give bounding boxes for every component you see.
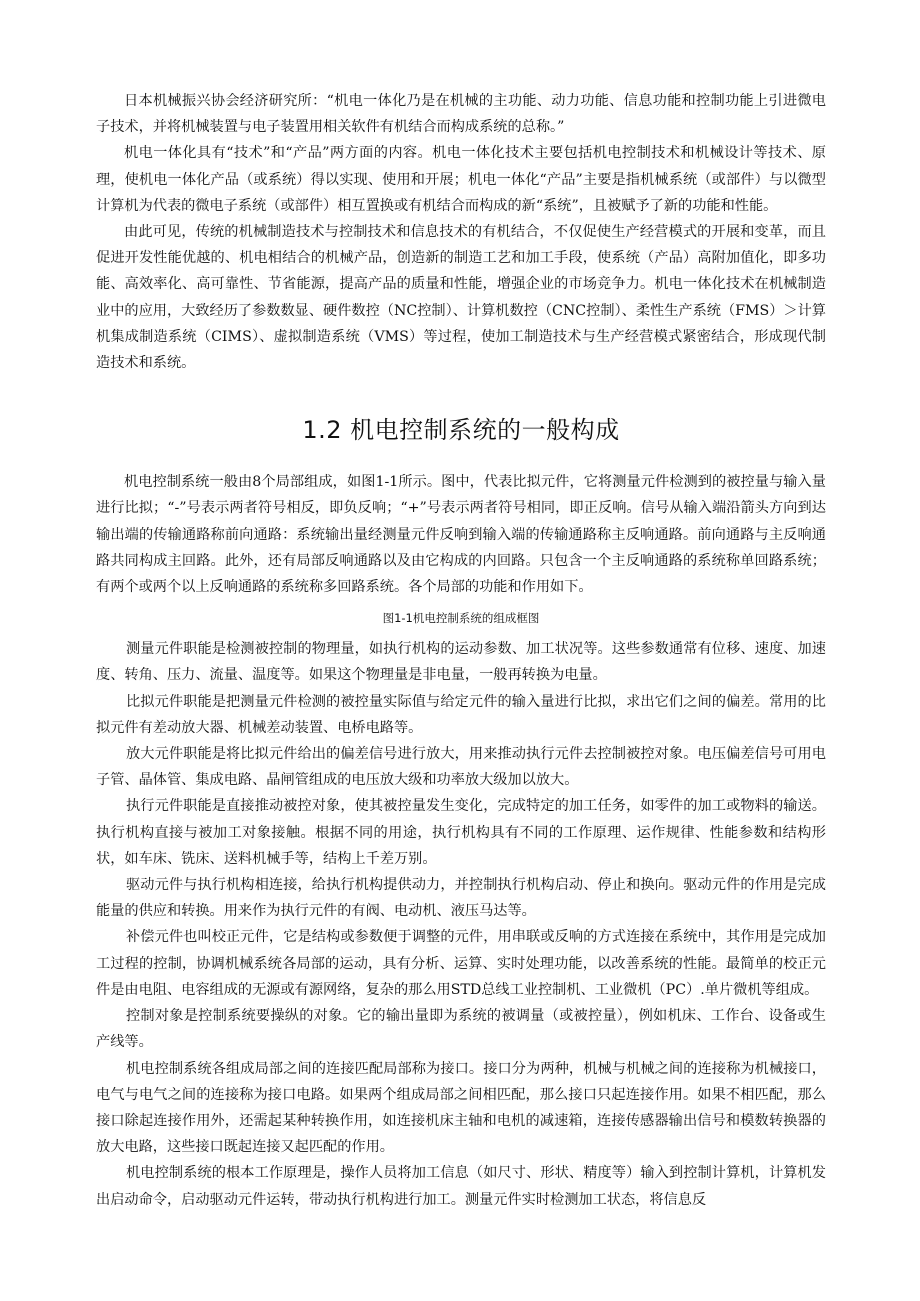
paragraph-comparing-element: 比拟元件职能是把测量元件检测的被控量实际值与给定元件的输入量进行比拟，求出它们之间的偏差。常用的比拟元件有差动放大器、机械差动装置、电桥电路等。 bbox=[96, 693, 826, 736]
figure-caption: 图1-1机电控制系统的组成框图 bbox=[382, 611, 540, 626]
paragraph-control-object: 控制对象是控制系统要操纵的对象。它的输出量即为系统的被调量（或被控量），例如机床、工作台、设备或生产线等。 bbox=[96, 1008, 826, 1051]
paragraph-technology-and-product: 机电一体化具有“技术”和“产品”两方面的内容。机电一体化技术主要包括机电控制技术和机械设计等技术、原理，使机电一体化产品（或系统）得以实现、使用和开展；机电一体化“产品”主要是指机械系统（或部件）与以微型计算机为代表的微电子系统（或部件）相互置换或有机结合而构成的新“系统”，且被赋予了新的功能和性能。 bbox=[96, 145, 826, 214]
paragraph-system-intro: 机电控制系统一般由8个局部组成，如图1-1所示。图中，代表比拟元件，它将测量元件检测到的被控量与输入量进行比拟；“-”号表示两者符号相反，即负反响；“+”号表示两者符号相同，即正反响。信号从输入端沿箭头方向到达输出端的传输通路称前向通路：系统输出量经测量元件反响到输入端的传输通路称主反响通路。前向通路与主反响通路共同构成主回路。此外，还有局部反响通路以及由它构成的内回路。只包含一个主反响通路的系统称单回路系统；有两个或两个以上反响通路的系统称多回路系统。各个局部的功能和作用如下。 bbox=[96, 474, 826, 596]
paragraph-compensating-element: 补偿元件也叫校正元件，它是结构或参数便于调整的元件，用串联或反响的方式连接在系统中，其作用是完成加工过程的控制，协调机械系统各局部的运动，具有分析、运算、实时处理功能，以改善系统的性能。最简单的校正元件是由电阻、电容组成的无源或有源网络，复杂的那么用STD总线工业控制机、工业微机（PC）.单片微机等组成。 bbox=[96, 929, 826, 998]
document-page bbox=[96, 88, 826, 1213]
paragraph-definition: 日本机械振兴协会经济研究所：“机电一体化乃是在机械的主功能、动力功能、信息功能和控制功能上引进微电子技术，并将机械装置与电子装置用相关软件有机结合而构成系统的总称。” bbox=[96, 93, 826, 136]
paragraph-amplifying-element: 放大元件职能是将比拟元件给出的偏差信号进行放大，用来推动执行元件去控制被控对象。电压偏差信号可用电子管、晶体管、集成电路、晶闸管组成的电压放大级和功率放大级加以放大。 bbox=[96, 746, 826, 789]
paragraph-executing-element: 执行元件职能是直接推动被控对象，使其被控量发生变化，完成特定的加工任务，如零件的加工或物料的输送。执行机构直接与被加工对象接触。根据不同的用途，执行机构具有不同的工作原理、运作规律、性能参数和结构形状，如车床、铣床、送料机械手等，结构上千差万别。 bbox=[96, 798, 826, 867]
paragraph-driving-element: 驱动元件与执行机构相连接，给执行机构提供动力，并控制执行机构启动、停止和换向。驱动元件的作用是完成能量的供应和转换。用来作为执行元件的有阀、电动机、液压马达等。 bbox=[96, 877, 826, 920]
paragraph-interface: 机电控制系统各组成局部之间的连接匹配局部称为接口。接口分为两种，机械与机械之间的连接称为机械接口，电气与电气之间的连接称为接口电路。如果两个组成局部之间相匹配，那么接口只起连接作用。如果不相匹配，那么接口除起连接作用外，还需起某种转换作用，如连接机床主轴和电机的减速箱，连接传感器输出信号和模数转换器的放大电路，这些接口既起连接又起匹配的作用。 bbox=[96, 1060, 826, 1156]
component-descriptions bbox=[96, 636, 826, 1212]
paragraph-manufacturing-evolution: 由此可见，传统的机械制造技术与控制技术和信息技术的有机结合，不仅促使生产经营模式的开展和变革，而且促进开发性能优越的、机电相结合的机械产品，创造新的制造工艺和加工手段，使系统（产品）高附加值化，即多功能、高效率化、高可靠性、节省能源，提高产品的质量和性能，增强企业的市场竞争力。机电一体化技术在机械制造业中的应用，大致经历了参数数显、硬件数控（NC控制）、计算机数控（CNC控制）、柔性生产系统（FMS）＞计算机集成制造系统（CIMS）、虚拟制造系统（VMS）等过程，使加工制造技术与生产经营模式紧密结合，形成现代制造技术和系统。 bbox=[96, 224, 826, 372]
paragraph-working-principle: 机电控制系统的根本工作原理是，操作人员将加工信息（如尺寸、形状、精度等）输入到控制计算机，计算机发出启动命令，启动驱动元件运转，带动执行机构进行加工。测量元件实时检测加工状态，将信息反 bbox=[96, 1165, 826, 1208]
paragraph-measuring-element: 测量元件职能是检测被控制的物理量，如执行机构的运动参数、加工状况等。这些参数通常有位移、速度、加速度、转角、压力、流量、温度等。如果这个物理量是非电量，一般再转换为电量。 bbox=[96, 641, 826, 684]
section-heading: 1.2 机电控制系统的一般构成 bbox=[302, 416, 620, 445]
